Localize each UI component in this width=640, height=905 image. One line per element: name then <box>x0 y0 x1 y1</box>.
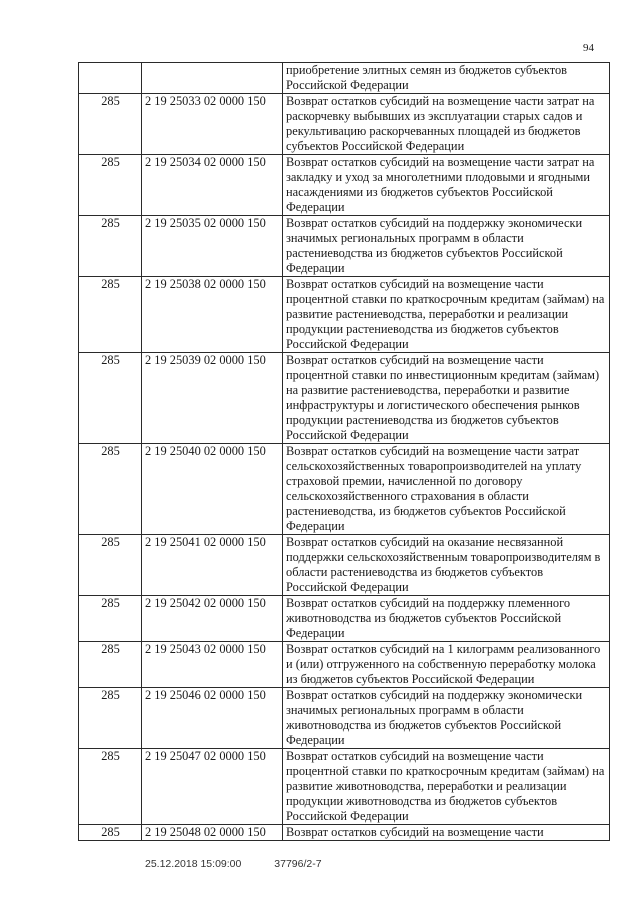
description-cell: Возврат остатков субсидий на возмещение части процентной ставки по краткосрочным кредитам (займам) на развитие животноводства, переработки и реализации продукции животноводства из бюджетов субъектов Российской Федерации <box>283 749 610 825</box>
admin-code-cell: 285 <box>79 94 142 155</box>
kbk-code-cell: 2 19 25041 02 0000 150 <box>142 535 283 596</box>
description-cell: Возврат остатков субсидий на поддержку экономически значимых региональных программ в области растениеводства из бюджетов субъектов Российской Федерации <box>283 216 610 277</box>
description-cell: Возврат остатков субсидий на возмещение части затрат на раскорчевку выбывших из эксплуатации старых садов и рекультивацию раскорчеванных площадей из бюджетов субъектов Российской Федерации <box>283 94 610 155</box>
description-cell: Возврат остатков субсидий на возмещение части затрат сельскохозяйственных товаропроизводителей на уплату страховой премии, начисленной по договору сельскохозяйственного страхования в области растениеводства, из бюджетов субъектов Российской Федерации <box>283 444 610 535</box>
kbk-code-cell <box>142 63 283 94</box>
table-row <box>79 596 610 642</box>
admin-code-cell: 285 <box>79 825 142 841</box>
table-row <box>79 63 610 94</box>
page-number: 94 <box>583 42 594 54</box>
document-footer <box>145 858 352 870</box>
table-row <box>79 749 610 825</box>
description-cell: Возврат остатков субсидий на 1 килограмм реализованного и (или) отгруженного на собственную переработку молока из бюджетов субъектов Российской Федерации <box>283 642 610 688</box>
table-row <box>79 825 610 841</box>
kbk-code-cell: 2 19 25038 02 0000 150 <box>142 277 283 353</box>
table-row <box>79 216 610 277</box>
description-cell: Возврат остатков субсидий на поддержку экономически значимых региональных программ в области животноводства из бюджетов субъектов Российской Федерации <box>283 688 610 749</box>
description-cell: Возврат остатков субсидий на возмещение части <box>283 825 610 841</box>
kbk-code-cell: 2 19 25043 02 0000 150 <box>142 642 283 688</box>
description-cell: Возврат остатков субсидий на оказание несвязанной поддержки сельскохозяйственным товаропроизводителям в области растениеводства из бюджетов субъектов Российской Федерации <box>283 535 610 596</box>
table-row <box>79 535 610 596</box>
table-row <box>79 444 610 535</box>
kbk-code-cell: 2 19 25034 02 0000 150 <box>142 155 283 216</box>
kbk-code-cell: 2 19 25048 02 0000 150 <box>142 825 283 841</box>
table-row <box>79 353 610 444</box>
footer-document-id: 37796/2-7 <box>274 858 322 870</box>
admin-code-cell <box>79 63 142 94</box>
description-cell: Возврат остатков субсидий на возмещение части затрат на закладку и уход за многолетними плодовыми и ягодными насаждениями из бюджетов субъектов Российской Федерации <box>283 155 610 216</box>
description-cell: Возврат остатков субсидий на поддержку племенного животноводства из бюджетов субъектов Российской Федерации <box>283 596 610 642</box>
table-row <box>79 642 610 688</box>
admin-code-cell: 285 <box>79 155 142 216</box>
kbk-code-cell: 2 19 25035 02 0000 150 <box>142 216 283 277</box>
admin-code-cell: 285 <box>79 749 142 825</box>
admin-code-cell: 285 <box>79 444 142 535</box>
table-row <box>79 155 610 216</box>
description-cell: приобретение элитных семян из бюджетов субъектов Российской Федерации <box>283 63 610 94</box>
kbk-code-cell: 2 19 25046 02 0000 150 <box>142 688 283 749</box>
table-row <box>79 94 610 155</box>
kbk-code-cell: 2 19 25040 02 0000 150 <box>142 444 283 535</box>
budget-code-table <box>78 62 610 841</box>
kbk-code-cell: 2 19 25033 02 0000 150 <box>142 94 283 155</box>
kbk-code-cell: 2 19 25042 02 0000 150 <box>142 596 283 642</box>
admin-code-cell: 285 <box>79 353 142 444</box>
admin-code-cell: 285 <box>79 642 142 688</box>
footer-timestamp: 25.12.2018 15:09:00 <box>145 858 242 870</box>
table-row <box>79 277 610 353</box>
description-cell: Возврат остатков субсидий на возмещение части процентной ставки по краткосрочным кредитам (займам) на развитие растениеводства, переработки и реализации продукции растениеводства из бюджетов субъектов Российской Федерации <box>283 277 610 353</box>
admin-code-cell: 285 <box>79 216 142 277</box>
table-row <box>79 688 610 749</box>
admin-code-cell: 285 <box>79 596 142 642</box>
admin-code-cell: 285 <box>79 277 142 353</box>
admin-code-cell: 285 <box>79 688 142 749</box>
kbk-code-cell: 2 19 25039 02 0000 150 <box>142 353 283 444</box>
description-cell: Возврат остатков субсидий на возмещение части процентной ставки по инвестиционным кредитам (займам) на развитие растениеводства, переработки и развитие инфраструктуры и логистического обеспечения рынков продукции растениеводства из бюджетов субъектов Российской Федерации <box>283 353 610 444</box>
kbk-code-cell: 2 19 25047 02 0000 150 <box>142 749 283 825</box>
admin-code-cell: 285 <box>79 535 142 596</box>
